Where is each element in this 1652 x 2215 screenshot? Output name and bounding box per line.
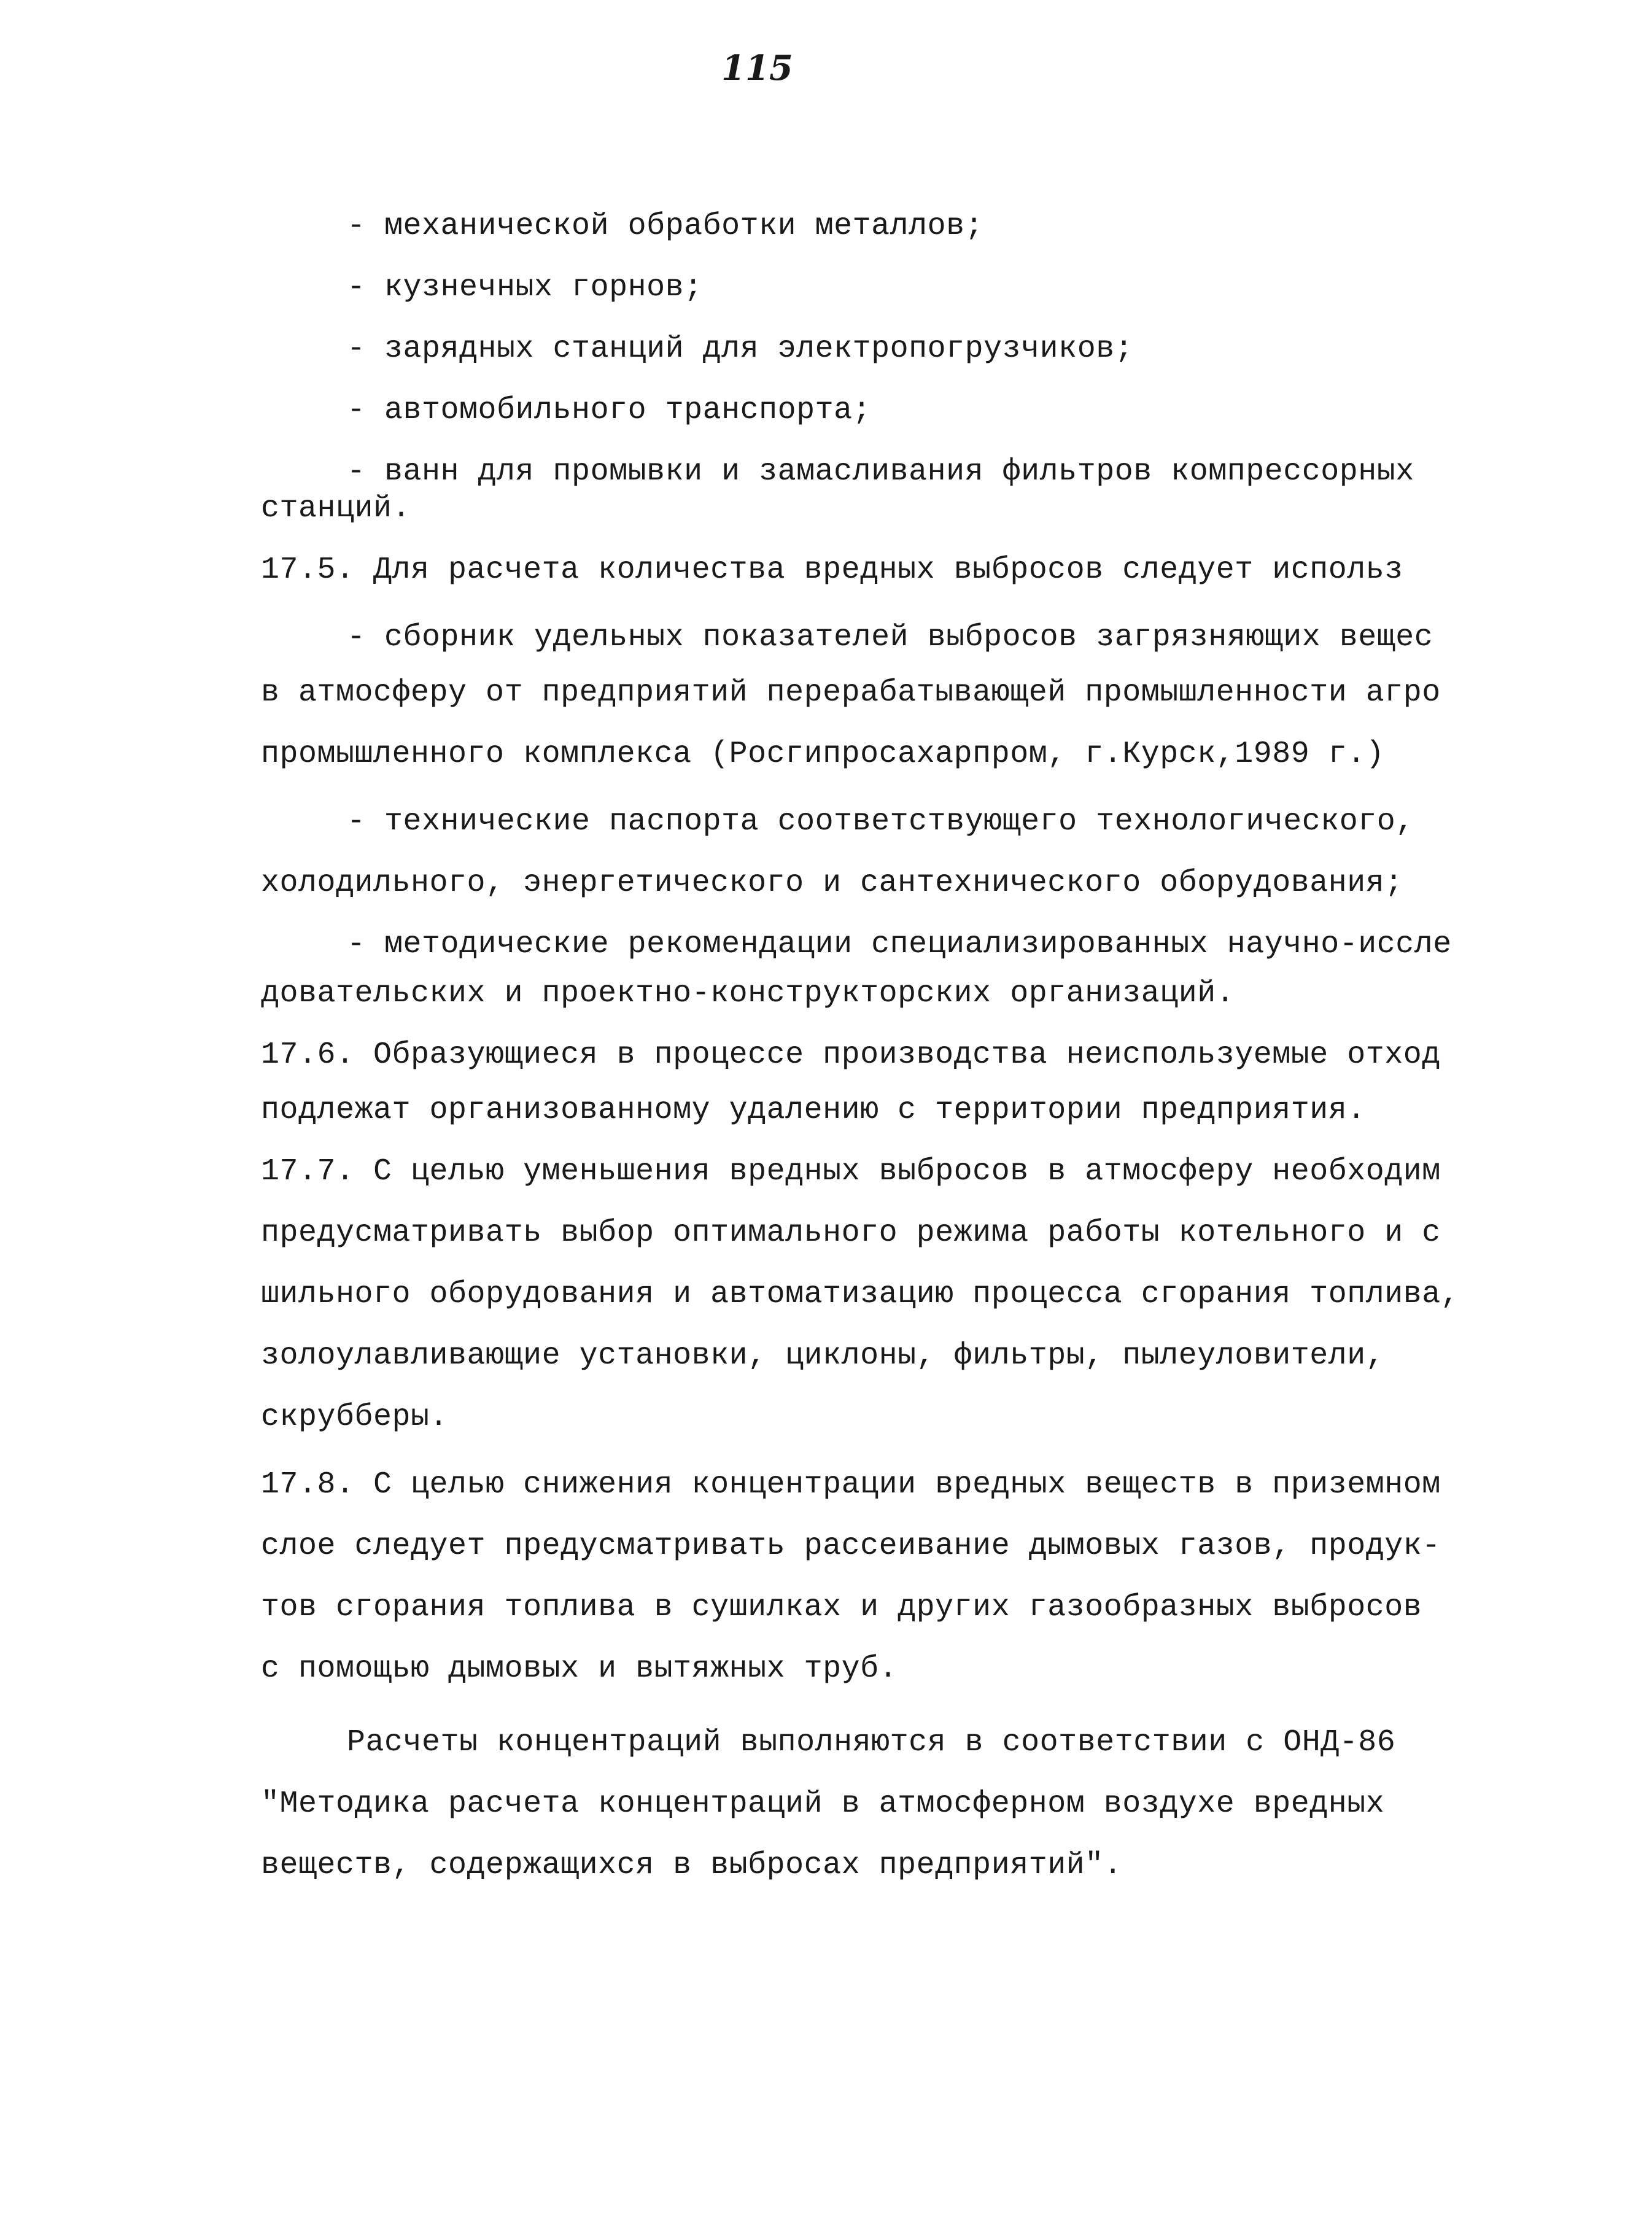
- list-item: - сборник удельных показателей выбросов загрязняющих вещес: [347, 620, 1433, 655]
- paragraph-start: Расчеты концентраций выполняются в соответствии с ОНД-86: [347, 1725, 1396, 1760]
- list-item: - автомобильного транспорта;: [347, 393, 872, 428]
- text-line: золоулавливающие установки, циклоны, фильтры, пылеуловители,: [261, 1338, 1385, 1373]
- text-line: тов сгорания топлива в сушилках и других газообразных выбросов: [261, 1590, 1422, 1625]
- text-line: веществ, содержащихся в выбросах предприятий".: [261, 1848, 1123, 1883]
- text-line: довательских и проектно-конструкторских организаций.: [261, 976, 1235, 1011]
- page-number: 115: [721, 48, 793, 88]
- text-line: шильного оборудования и автоматизацию процесса сгорания топлива,: [261, 1277, 1460, 1312]
- text-line: "Методика расчета концентраций в атмосферном воздухе вредных: [261, 1786, 1385, 1821]
- list-item: - зарядных станций для электропогрузчиков;: [347, 332, 1134, 367]
- text-line: слое следует предусматривать рассеивание дымовых газов, продук-: [261, 1529, 1441, 1564]
- list-item: - механической обработки металлов;: [347, 209, 984, 244]
- list-item: - методические рекомендации специализированных научно-иссле: [347, 927, 1452, 962]
- text-line: холодильного, энергетического и сантехнического оборудования;: [261, 866, 1403, 901]
- text-line: станций.: [261, 491, 411, 526]
- section-heading-17-5: 17.5. Для расчета количества вредных выбросов следует использ: [261, 553, 1403, 588]
- text-line: предусматривать выбор оптимального режима работы котельного и с: [261, 1216, 1441, 1251]
- text-line: в атмосферу от предприятий перерабатывающей промышленности агро: [261, 675, 1441, 710]
- text-line: промышленного комплекса (Росгипросахарпром, г.Курск,1989 г.): [261, 737, 1385, 772]
- text-line: подлежат организованному удалению с территории предприятия.: [261, 1093, 1366, 1128]
- text-line: с помощью дымовых и вытяжных труб.: [261, 1651, 898, 1686]
- section-heading-17-7: 17.7. С целью уменьшения вредных выбросов в атмосферу необходим: [261, 1154, 1441, 1189]
- list-item: - ванн для промывки и замасливания фильтров компрессорных: [347, 454, 1414, 489]
- list-item: - кузнечных горнов;: [347, 270, 703, 305]
- section-heading-17-8: 17.8. С целью снижения концентрации вредных веществ в приземном: [261, 1467, 1441, 1502]
- list-item: - технические паспорта соответствующего технологического,: [347, 804, 1414, 839]
- section-heading-17-6: 17.6. Образующиеся в процессе производства неиспользуемые отход: [261, 1038, 1441, 1073]
- text-line: скрубберы.: [261, 1400, 449, 1435]
